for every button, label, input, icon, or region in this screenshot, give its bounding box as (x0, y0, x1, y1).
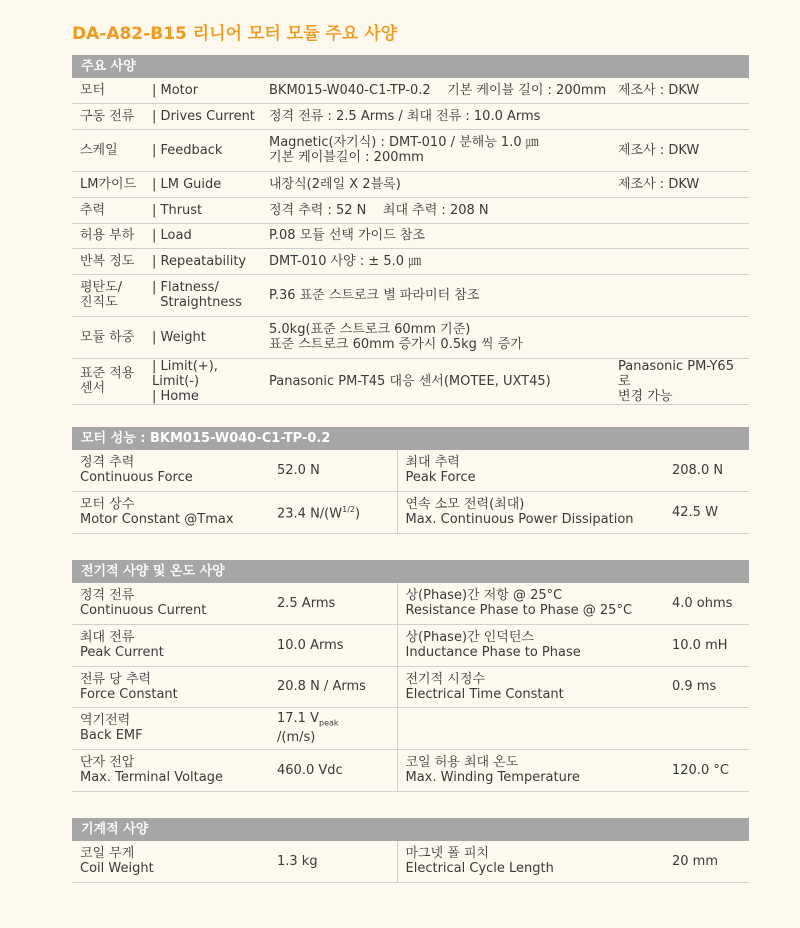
spec-label-en (144, 274, 261, 316)
spec-label-en: | LM Guide (144, 171, 261, 197)
perf-section-header: 모터 성능 : BKM015-W040-C1-TP-0.2 (72, 427, 749, 450)
table-row (72, 171, 749, 197)
label-en: Continuous Current (80, 603, 207, 619)
spec-value (261, 316, 610, 358)
spec-label-ko: LM가이드 (72, 171, 144, 197)
elec-label (72, 624, 267, 666)
elec-label (397, 583, 664, 624)
spec-label-en: | Motor (144, 78, 261, 103)
spec-label-ko: 반복 정도 (72, 248, 144, 274)
label-en: Electrical Time Constant (405, 686, 564, 702)
label-ko: 전류 당 추력 (80, 671, 152, 687)
spec-extra: 제조사 : DKW (610, 129, 749, 171)
table-row (72, 78, 749, 103)
label-ko: 연속 소모 전력(최대) (405, 497, 525, 512)
table-row (72, 358, 749, 404)
label-en: Max. Terminal Voltage (80, 770, 223, 785)
spec-value-line: 5.0kg(표준 스트로크 60mm 기준) (269, 322, 471, 337)
spec-extra: 제조사 : DKW (610, 78, 749, 103)
label-en: Electrical Cycle Length (405, 861, 554, 877)
spec-label-ko: 스케일 (72, 129, 144, 171)
label-ko: 모터 상수 (80, 497, 135, 512)
elec-label (397, 707, 664, 749)
spec-label-line: 평탄도/ (80, 280, 123, 295)
spec-label-en: | Weight (144, 316, 261, 358)
spec-label-en (144, 358, 261, 404)
value-text: ) (354, 506, 361, 522)
label-ko: 정격 전류 (80, 588, 135, 604)
label-ko: 정격 추력 (80, 455, 135, 471)
value-text: 17.1 V (277, 710, 319, 726)
table-row (72, 491, 749, 533)
elec-label (72, 583, 267, 624)
label-en: Coil Weight (80, 861, 154, 877)
perf-value: 42.5 W (664, 491, 749, 533)
spec-label-en: | Repeatability (144, 248, 261, 274)
perf-value: 52.0 N (267, 450, 397, 491)
elec-label (72, 749, 267, 791)
label-en: Motor Constant @Tmax (80, 512, 234, 527)
spec-label-line: | Flatness/ (152, 280, 219, 295)
label-en: Resistance Phase to Phase @ 25°C (405, 603, 633, 619)
spec-extra (610, 274, 749, 316)
spec-label-ko: 추력 (72, 197, 144, 223)
value-text: 23.4 N/(W (277, 506, 343, 522)
page-title: DA-A82-B15 리니어 모터 모듈 주요 사양 (72, 24, 398, 44)
table-row (72, 666, 749, 707)
table-row (72, 624, 749, 666)
mech-value: 20 mm (664, 841, 749, 882)
spec-extra-line: 변경 가능 (618, 388, 673, 404)
spec-label-ko: 모터 (72, 78, 144, 103)
spec-table (72, 78, 749, 405)
elec-label (397, 666, 664, 707)
spec-value: Panasonic PM-T45 대응 센서(MOTEE, UXT45) (261, 358, 610, 404)
elec-value: 460.0 Vdc (267, 749, 397, 791)
table-row (72, 316, 749, 358)
label-en: Force Constant (80, 686, 178, 702)
spec-label-en: | Feedback (144, 129, 261, 171)
value-text: /(m/s) (277, 730, 316, 746)
table-row (72, 841, 749, 882)
value-superscript: 1/2 (342, 505, 355, 515)
label-en: Continuous Force (80, 470, 193, 486)
table-row (72, 103, 749, 129)
spec-label-ko: 모듈 하중 (72, 316, 144, 358)
spec-extra (610, 103, 749, 129)
spec-label-ko: 구동 전류 (72, 103, 144, 129)
label-ko: 최대 추력 (405, 455, 460, 471)
label-en: Back EMF (80, 728, 143, 743)
elec-value: 10.0 Arms (267, 624, 397, 666)
perf-label (397, 450, 664, 491)
spec-extra: 제조사 : DKW (610, 171, 749, 197)
elec-value: 0.9 ms (664, 666, 749, 707)
spec-value-line: Magnetic(자기식) : DMT-010 / 분해능 1.0 ㎛ (269, 135, 539, 150)
spec-extra (610, 223, 749, 248)
spec-value: 내장식(2레일 X 2블록) (261, 171, 610, 197)
elec-value: 20.8 N / Arms (267, 666, 397, 707)
label-en: Inductance Phase to Phase (405, 645, 581, 660)
table-row (72, 129, 749, 171)
label-en: Peak Current (80, 645, 164, 660)
label-ko: 코일 허용 최대 온도 (405, 755, 519, 770)
table-row (72, 274, 749, 316)
spec-extra-line: Panasonic PM-Y65로 (618, 358, 734, 389)
perf-label (72, 450, 267, 491)
table-row (72, 749, 749, 791)
elec-value (664, 707, 749, 749)
label-ko: 전기적 시정수 (405, 671, 485, 687)
mech-label (397, 841, 664, 882)
spec-value: 정격 전류 : 2.5 Arms / 최대 전류 : 10.0 Arms (261, 103, 610, 129)
spec-label-en: | Thrust (144, 197, 261, 223)
spec-label-ko (72, 274, 144, 316)
value-subscript: peak (318, 718, 339, 728)
perf-value: 208.0 N (664, 450, 749, 491)
spec-label-ko: 허용 부하 (72, 223, 144, 248)
spec-label-line: | Limit(+), Limit(-) (152, 358, 218, 389)
spec-label-ko (72, 358, 144, 404)
perf-table (72, 450, 749, 534)
spec-value: 정격 추력 : 52 N 최대 추력 : 208 N (261, 197, 610, 223)
label-ko: 마그넷 폴 피치 (405, 846, 490, 862)
label-ko: 단자 전압 (80, 755, 135, 770)
label-ko: 상(Phase)간 저항 @ 25°C (405, 588, 563, 604)
table-row (72, 707, 749, 749)
label-ko: 역기전력 (80, 713, 131, 728)
spec-value: DMT-010 사양 : ± 5.0 ㎛ (261, 248, 610, 274)
spec-value (261, 129, 610, 171)
elec-value: 4.0 ohms (664, 583, 749, 624)
table-row (72, 248, 749, 274)
elec-label (72, 707, 267, 749)
elec-label (397, 624, 664, 666)
label-ko: 최대 전류 (80, 630, 135, 645)
spec-extra (610, 248, 749, 274)
spec-extra (610, 316, 749, 358)
perf-label (72, 491, 267, 533)
spec-label-en: | Drives Current (144, 103, 261, 129)
spec-value-line: 표준 스트로크 60mm 증가시 0.5kg 씩 증가 (269, 337, 523, 352)
spec-value: BKM015-W040-C1-TP-0.2 기본 케이블 길이 : 200mm (261, 78, 610, 103)
elec-label (397, 749, 664, 791)
spec-extra (610, 197, 749, 223)
mech-section-header: 기계적 사양 (72, 818, 749, 841)
spec-label-line: Straightness (152, 295, 242, 310)
elec-value: 120.0 °C (664, 749, 749, 791)
perf-label (397, 491, 664, 533)
spec-label-line: 표준 적용 (80, 366, 135, 381)
elec-label (72, 666, 267, 707)
elec-table (72, 583, 749, 792)
mech-label (72, 841, 267, 882)
table-row (72, 450, 749, 491)
spec-label-line: 진직도 (80, 295, 118, 310)
label-ko: 상(Phase)간 인덕턴스 (405, 630, 534, 645)
elec-section-header: 전기적 사양 및 온도 사양 (72, 560, 749, 583)
elec-value: 10.0 mH (664, 624, 749, 666)
spec-label-line: | Home (152, 388, 199, 404)
spec-label-line: 센서 (80, 381, 106, 396)
spec-label-en: | Load (144, 223, 261, 248)
spec-value: P.36 표준 스트로크 별 파라미터 참조 (261, 274, 610, 316)
label-en: Max. Continuous Power Dissipation (405, 512, 634, 527)
label-ko: 코일 무게 (80, 846, 135, 862)
mech-table (72, 841, 749, 883)
mech-value: 1.3 kg (267, 841, 397, 882)
label-en: Peak Force (405, 470, 476, 486)
spec-value: P.08 모듈 선택 가이드 참조 (261, 223, 610, 248)
spec-value-line: 기본 케이블길이 : 200mm (269, 150, 424, 165)
table-row (72, 223, 749, 248)
elec-value (267, 707, 397, 749)
elec-value: 2.5 Arms (267, 583, 397, 624)
spec-extra (610, 358, 749, 404)
table-row (72, 197, 749, 223)
perf-value (267, 491, 397, 533)
spec-section-header: 주요 사양 (72, 55, 749, 78)
table-row (72, 583, 749, 624)
label-en: Max. Winding Temperature (405, 770, 580, 785)
